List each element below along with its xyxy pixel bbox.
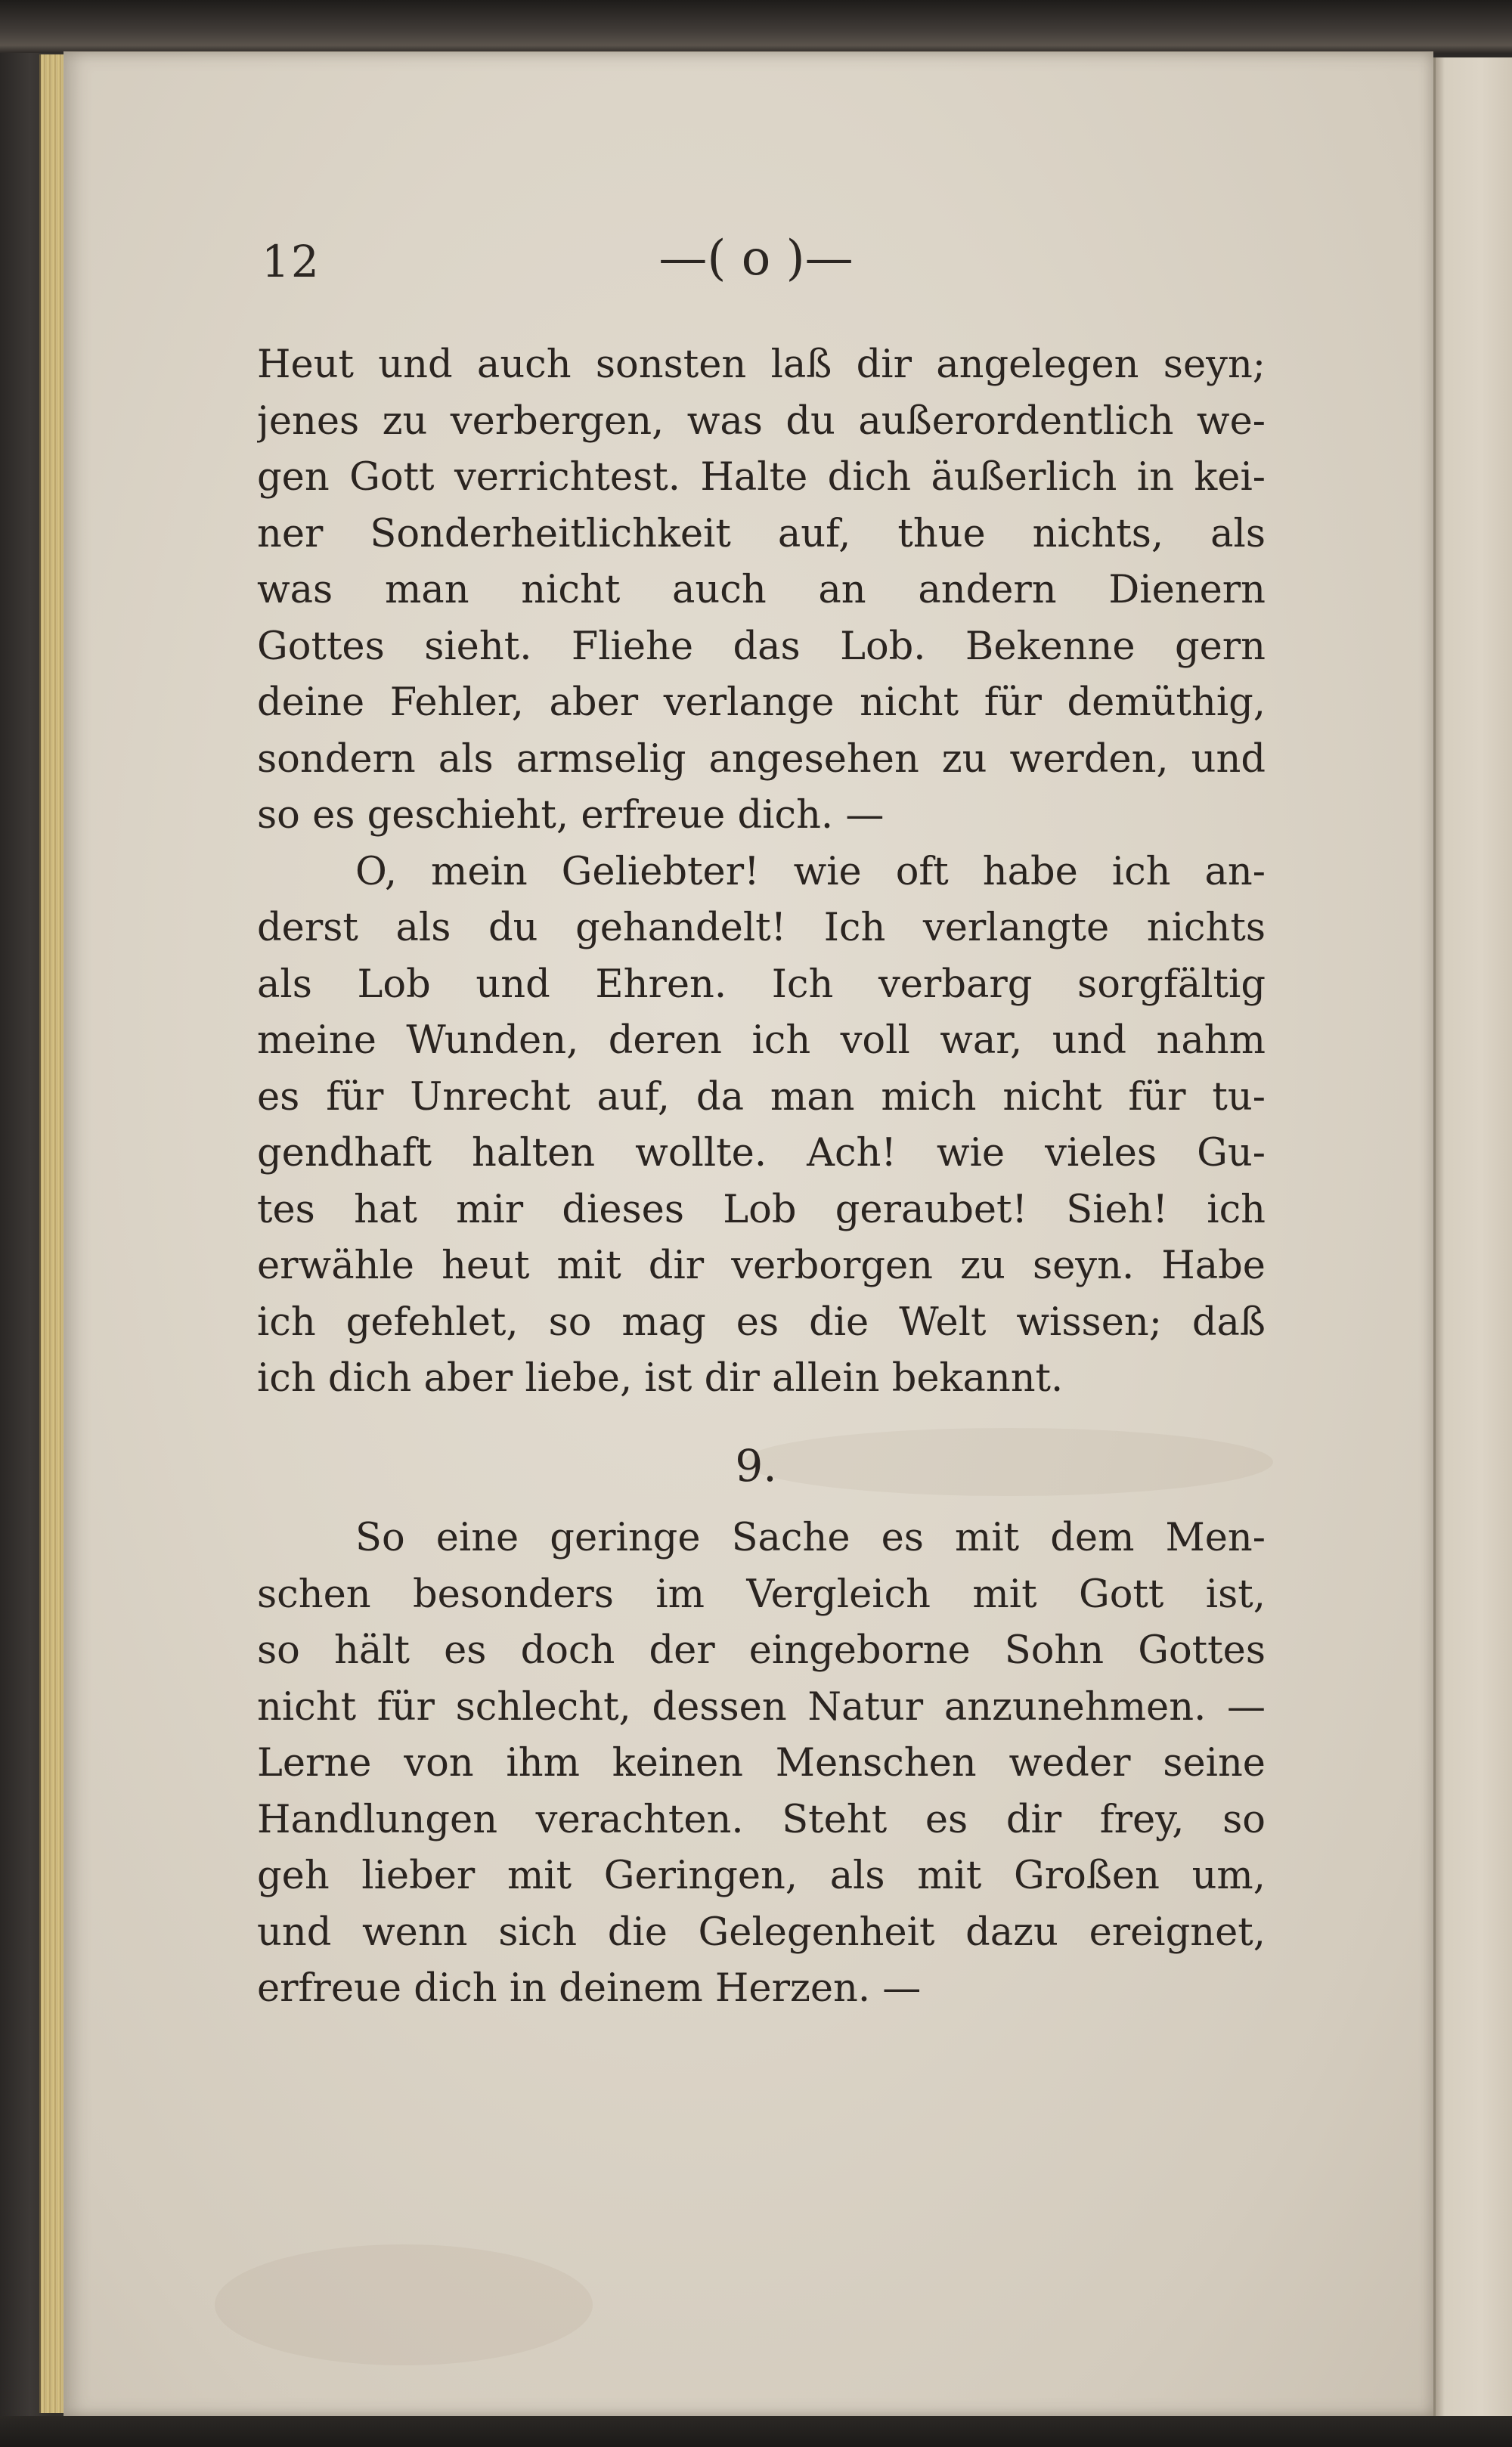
text-line: so hält es doch der eingeborne Sohn Gottes <box>257 1628 1266 1673</box>
text-line: schen besonders im Vergleich mit Gott ist, <box>257 1572 1266 1617</box>
text-line: ich dich aber liebe, ist dir allein bekannt. <box>257 1356 1064 1401</box>
text-block-section-8 <box>257 337 1266 1408</box>
text-line: derst als du gehandelt! Ich verlangte nichts <box>257 906 1266 950</box>
paper-stain <box>215 2244 593 2365</box>
text-line: gendhaft halten wollte. Ach! wie vieles Gu- <box>257 1131 1266 1175</box>
running-head: —( o )— <box>658 231 854 287</box>
text-line: und wenn sich die Gelegenheit dazu ereignet, <box>257 1910 1266 1955</box>
text-line: O, mein Geliebter! wie oft habe ich an- <box>355 849 1266 894</box>
section-number: 9. <box>735 1440 777 1491</box>
text-line: tes hat mir dieses Lob geraubet! Sieh! ich <box>257 1187 1266 1232</box>
text-line: so es geschieht, erfreue dich. — <box>257 793 885 838</box>
text-block-section-9 <box>257 1510 1266 2018</box>
text-line: So eine geringe Sache es mit dem Men- <box>355 1516 1266 1560</box>
text-line: es für Unrecht auf, da man mich nicht für tu- <box>257 1074 1266 1120</box>
text-line: sondern als armselig angesehen zu werden, und <box>257 736 1266 782</box>
book-top-edge <box>0 0 1512 53</box>
text-line: als Lob und Ehren. Ich verbarg sorgfältig <box>257 962 1266 1007</box>
text-line: nicht für schlecht, dessen Natur anzunehmen. — <box>257 1684 1266 1730</box>
text-line: meine Wunden, deren ich voll war, und nahm <box>257 1018 1266 1063</box>
text-line: was man nicht auch an andern Dienern <box>257 568 1266 612</box>
text-line: Gottes sieht. Fliehe das Lob. Bekenne gern <box>257 624 1266 669</box>
text-line: geh lieber mit Geringen, als mit Großen um, <box>257 1854 1266 1898</box>
book-bottom-edge <box>0 2416 1512 2447</box>
text-line: jenes zu verbergen, was du außerordentlich we- <box>257 398 1266 444</box>
text-line: ich gefehlet, so mag es die Welt wissen; daß <box>257 1299 1266 1345</box>
text-line: Heut und auch sonsten laß dir angelegen seyn; <box>257 342 1266 387</box>
text-line: ner Sonderheitlichkeit auf, thue nichts, als <box>257 511 1266 556</box>
text-line: Lerne von ihm keinen Menschen weder seine <box>257 1741 1266 1786</box>
text-line: erfreue dich in deinem Herzen. — <box>257 1966 922 2011</box>
text-line: erwähle heut mit dir verborgen zu seyn. Habe <box>257 1244 1266 1288</box>
text-line: Handlungen verachten. Steht es dir frey, so <box>257 1797 1266 1842</box>
text-line: deine Fehler, aber verlange nicht für demüthig, <box>257 680 1266 725</box>
facing-page-edge <box>1433 57 1512 2416</box>
page-number: 12 <box>262 236 321 287</box>
text-line: gen Gott verrichtest. Halte dich äußerlich in kei- <box>257 455 1266 500</box>
